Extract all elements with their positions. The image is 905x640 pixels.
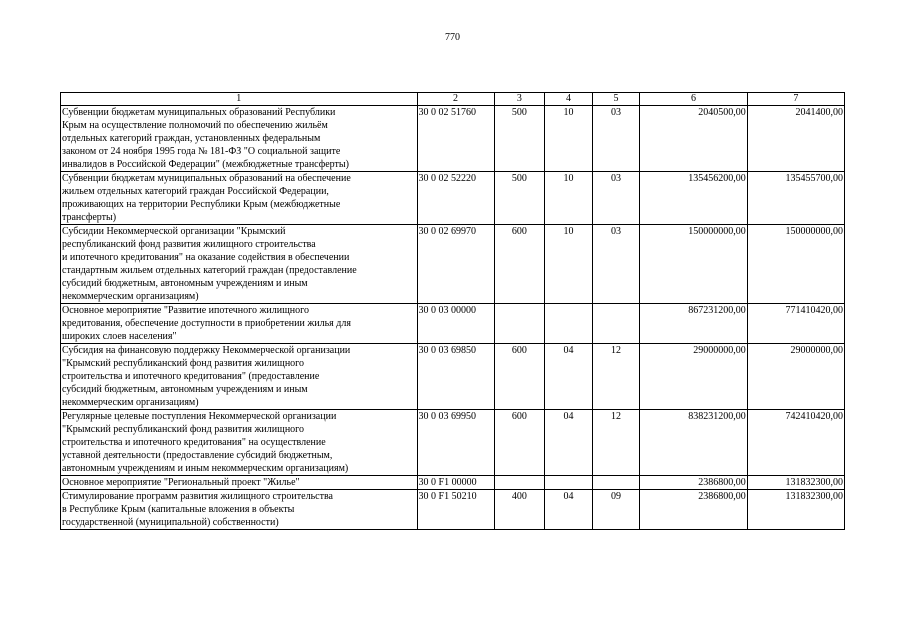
target-code-cell: 30 0 03 00000 — [417, 304, 494, 344]
subsection-cell — [592, 304, 640, 344]
table-row — [61, 304, 845, 344]
section-cell: 04 — [545, 410, 593, 476]
target-code-cell: 30 0 03 69950 — [417, 410, 494, 476]
amount-col7-cell: 135455700,00 — [747, 172, 844, 225]
table-row — [61, 225, 845, 304]
table-row — [61, 490, 845, 530]
amount-col7-cell: 131832300,00 — [747, 490, 844, 530]
amount-col6-cell: 2386800,00 — [640, 490, 747, 530]
amount-col7-cell: 742410420,00 — [747, 410, 844, 476]
subsection-cell: 03 — [592, 172, 640, 225]
section-cell — [545, 476, 593, 490]
column-header: 2 — [417, 93, 494, 106]
column-header: 3 — [494, 93, 545, 106]
expense-type-cell — [494, 304, 545, 344]
amount-col6-cell: 867231200,00 — [640, 304, 747, 344]
column-number-row — [61, 93, 845, 106]
target-code-cell: 30 0 F1 00000 — [417, 476, 494, 490]
section-cell: 04 — [545, 344, 593, 410]
table-row — [61, 106, 845, 172]
column-header: 4 — [545, 93, 593, 106]
item-name-cell: Стимулирование программ развития жилищного строительства в Республике Крым (капитальные вложения в объекты государственной (муниципальной) собственности) — [61, 490, 418, 530]
section-cell — [545, 304, 593, 344]
amount-col7-cell: 2041400,00 — [747, 106, 844, 172]
table-row — [61, 344, 845, 410]
subsection-cell: 09 — [592, 490, 640, 530]
expense-type-cell: 600 — [494, 344, 545, 410]
item-name-cell: Регулярные целевые поступления Некоммерческой организации "Крымский республиканский фонд развития жилищного строительства и ипотечного кредитования" на осуществление уставной деятельности (предоставление субсидий бюджетным, автономным учреждениям и иным некоммерческим организациям) — [61, 410, 418, 476]
amount-col7-cell: 131832300,00 — [747, 476, 844, 490]
target-code-cell: 30 0 03 69850 — [417, 344, 494, 410]
column-header: 7 — [747, 93, 844, 106]
target-code-cell: 30 0 F1 50210 — [417, 490, 494, 530]
budget-table — [60, 92, 845, 530]
expense-type-cell: 500 — [494, 172, 545, 225]
subsection-cell — [592, 476, 640, 490]
subsection-cell: 12 — [592, 410, 640, 476]
expense-type-cell — [494, 476, 545, 490]
item-name-cell: Основное мероприятие "Региональный проект "Жилье" — [61, 476, 418, 490]
amount-col7-cell: 29000000,00 — [747, 344, 844, 410]
amount-col6-cell: 838231200,00 — [640, 410, 747, 476]
section-cell: 10 — [545, 172, 593, 225]
item-name-cell: Субсидия на финансовую поддержку Некоммерческой организации "Крымский республиканский фонд развития жилищного строительства и ипотечного кредитования" (предоставление субсидий бюджетным, автономным учреждениям и иным некоммерческим организациям) — [61, 344, 418, 410]
section-cell: 10 — [545, 106, 593, 172]
target-code-cell: 30 0 02 52220 — [417, 172, 494, 225]
expense-type-cell: 400 — [494, 490, 545, 530]
target-code-cell: 30 0 02 69970 — [417, 225, 494, 304]
amount-col6-cell: 2040500,00 — [640, 106, 747, 172]
item-name-cell: Субвенции бюджетам муниципальных образований Республики Крым на осуществление полномочий по обеспечению жильём отдельных категорий граждан, установленных федеральным законом от 24 ноября 1995 года № 181-ФЗ "О социальной защите инвалидов в Российской Федерации" (межбюджетные трансферты) — [61, 106, 418, 172]
section-cell: 10 — [545, 225, 593, 304]
subsection-cell: 12 — [592, 344, 640, 410]
column-header: 6 — [640, 93, 747, 106]
expense-type-cell: 500 — [494, 106, 545, 172]
table-row — [61, 410, 845, 476]
column-header: 1 — [61, 93, 418, 106]
amount-col6-cell: 29000000,00 — [640, 344, 747, 410]
item-name-cell: Субвенции бюджетам муниципальных образований на обеспечение жильем отдельных категорий граждан Российской Федерации, проживающих на территории Республики Крым (межбюджетные трансферты) — [61, 172, 418, 225]
amount-col6-cell: 135456200,00 — [640, 172, 747, 225]
table-row — [61, 172, 845, 225]
amount-col7-cell: 150000000,00 — [747, 225, 844, 304]
amount-col7-cell: 771410420,00 — [747, 304, 844, 344]
expense-type-cell: 600 — [494, 225, 545, 304]
item-name-cell: Основное мероприятие "Развитие ипотечного жилищного кредитования, обеспечение доступности в приобретении жилья для широких слоев населения" — [61, 304, 418, 344]
subsection-cell: 03 — [592, 106, 640, 172]
amount-col6-cell: 150000000,00 — [640, 225, 747, 304]
subsection-cell: 03 — [592, 225, 640, 304]
page-number: 770 — [445, 32, 460, 43]
column-header: 5 — [592, 93, 640, 106]
expense-type-cell: 600 — [494, 410, 545, 476]
section-cell: 04 — [545, 490, 593, 530]
amount-col6-cell: 2386800,00 — [640, 476, 747, 490]
item-name-cell: Субсидии Некоммерческой организации "Крымский республиканский фонд развития жилищного строительства и ипотечного кредитования" на оказание содействия в обеспечении стандартным жильем отдельных категорий граждан (предоставление субсидий бюджетным, автономным учреждениям и иным некоммерческим организациям) — [61, 225, 418, 304]
table-row — [61, 476, 845, 490]
target-code-cell: 30 0 02 51760 — [417, 106, 494, 172]
